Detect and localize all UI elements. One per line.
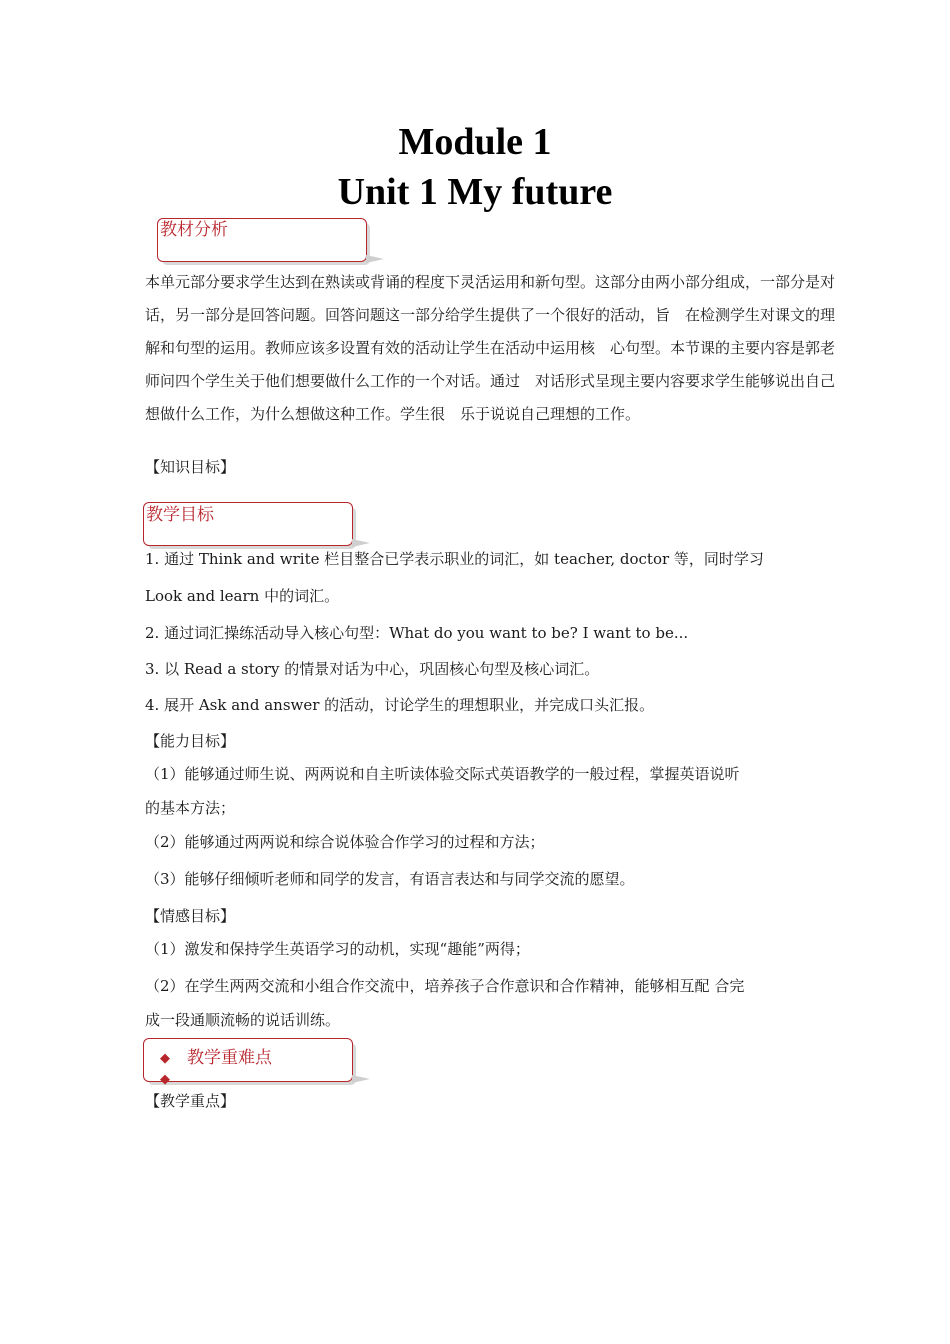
key-points-section-label: 教学重难点: [187, 1048, 272, 1068]
ability-item: （1）能够通过师生说、两两说和自主听读体验交际式英语教学的一般过程，掌握英语说听: [145, 765, 740, 783]
diamond-icon: ◆: [160, 1051, 170, 1066]
emotion-item: （1）激发和保持学生英语学习的动机，实现“趣能”两得；: [145, 940, 530, 958]
emotion-item: 成一段通顺流畅的说话训练。: [145, 1011, 341, 1029]
ability-item: 的基本方法；: [145, 799, 236, 817]
ability-item: （2）能够通过两两说和综合说体验合作学习的过程和方法；: [145, 833, 545, 851]
knowledge-heading: 【知识目标】: [145, 458, 236, 476]
materials-paragraph: 本单元部分要求学生达到在熟读或背诵的程度下灵活运用和新句型。这部分由两小部分组成，一部分是对话，另一部分是回答问题。回答问题这一部分给学生提供了一个很好的活动，旨 在检测学生对课文的理解和句型的运用。教师应该多设置有效的活动让学生在活动中运用核 心句型。本节课的主要内容是郭老师问四个学生关于他们想要做什么工作的一个对话。通过 对话形式呈现主要内容要求学生能够说出自己想做什么工作，为什么想做这种工作。学生很 乐于说说自己理想的工作。: [145, 273, 836, 423]
knowledge-item: Look and learn 中的词汇。: [145, 587, 340, 605]
ability-heading: 【能力目标】: [145, 732, 236, 750]
ability-item: （3）能够仔细倾听老师和同学的发言，有语言表达和与同学交流的愿望。: [145, 870, 635, 888]
knowledge-item: 1. 通过 Think and write 栏目整合已学表示职业的词汇，如 teacher, doctor 等，同时学习: [145, 550, 764, 568]
knowledge-item: 2. 通过词汇操练活动导入核心句型：What do you want to be? I want to be...: [145, 624, 689, 642]
unit-title: Unit 1 My future: [337, 171, 613, 213]
diamond-icon: ◆: [160, 1072, 170, 1087]
knowledge-item: 3. 以 Read a story 的情景对话为中心，巩固核心句型及核心词汇。: [145, 660, 600, 678]
knowledge-item: 4. 展开 Ask and answer 的活动，讨论学生的理想职业，并完成口头汇报。: [145, 696, 655, 714]
emotion-item: （2）在学生两两交流和小组合作交流中，培养孩子合作意识和合作精神，能够相互配 合完: [145, 977, 745, 995]
module-title: Module 1: [398, 121, 552, 163]
key-heading: 【教学重点】: [145, 1092, 236, 1110]
goals-section-label: 教学目标: [146, 505, 214, 525]
materials-section-label: 教材分析: [160, 220, 228, 240]
emotion-heading: 【情感目标】: [145, 907, 236, 925]
